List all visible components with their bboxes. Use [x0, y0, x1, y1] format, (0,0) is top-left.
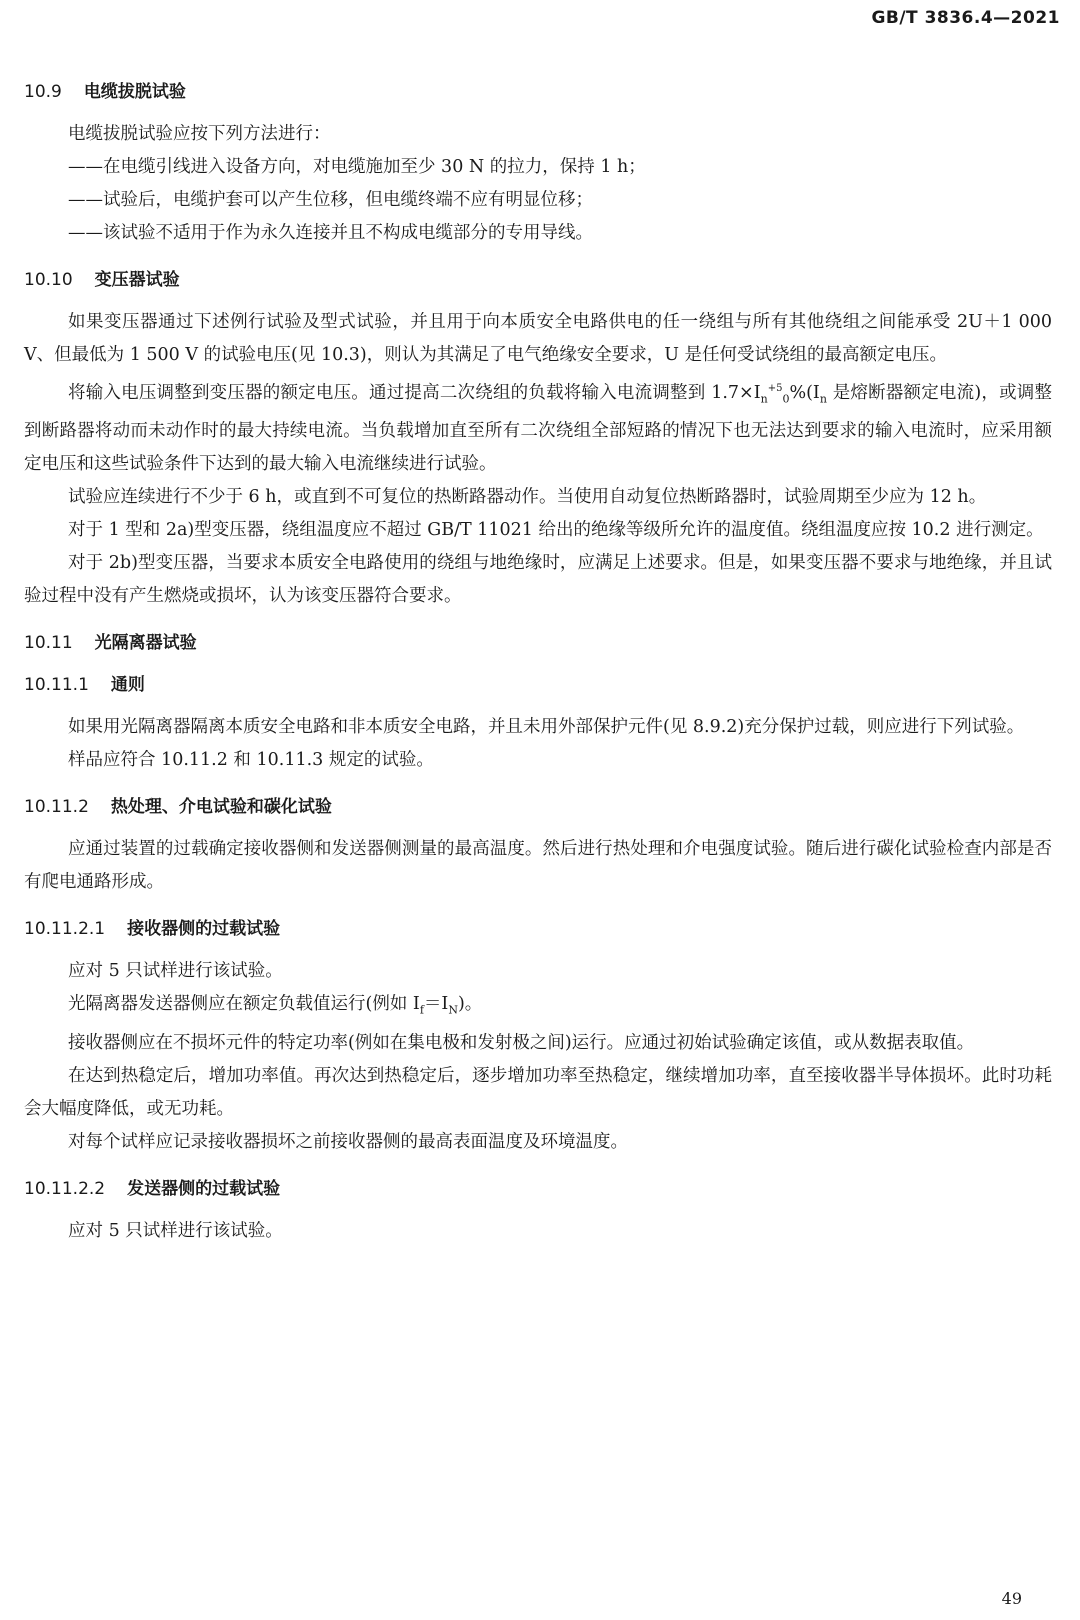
paragraph: 如果变压器通过下述例行试验及型式试验，并且用于向本质安全电路供电的任一绕组与所有其他绕组之间能承受 2U＋1 000 V、但最低为 1 500 V 的试验电压(见 10.3)，则认为其满足了电气绝缘安全要求，U 是任何受试绕组的最高额定电压。 [24, 312, 1052, 365]
paragraph: 如果用光隔离器隔离本质安全电路和非本质安全电路，并且未用外部保护元件(见 8.9.2)充分保护过载，则应进行下列试验。 [68, 717, 1025, 738]
paragraph: 应通过装置的过载确定接收器侧和发送器侧测量的最高温度。然后进行热处理和介电强度试验。随后进行碳化试验检查内部是否有爬电通路形成。 [24, 839, 1052, 893]
section-title: 电缆拔脱试验 [83, 82, 186, 102]
page-number: 49 [1001, 1589, 1022, 1608]
paragraph: 试验应连续进行不少于 6 h，或直到不可复位的热断路器动作。当使用自动复位热断路器时，试验周期至少应为 12 h。 [68, 487, 987, 508]
paragraph: 在达到热稳定后，增加功率值。再次达到热稳定后，逐步增加功率至热稳定，继续增加功率，直至接收器半导体损坏。此时功耗会大幅度降低，或无功耗。 [24, 1065, 1052, 1119]
section-10-11-2-2-heading [24, 1177, 1052, 1201]
section-number: 10.11.2.2 [24, 1178, 106, 1199]
list-item: ——在电缆引线进入设备方向，对电缆施加至少 30 N 的拉力，保持 1 h； [68, 157, 646, 177]
section-10-11-2-heading [24, 795, 1052, 819]
paragraph: 电缆拔脱试验应按下列方法进行： [68, 124, 331, 144]
paragraph: 对每个试样应记录接收器损坏之前接收器侧的最高表面温度及环境温度。 [68, 1131, 628, 1152]
section-number: 10.10 [24, 270, 73, 290]
section-10-9-heading [24, 80, 1052, 104]
section-10-11-heading [24, 631, 1052, 655]
paragraph: 接收器侧应在不损坏元件的特定功率(例如在集电极和发射极之间)运行。应通过初始试验确定该值，或从数据表取值。 [68, 1032, 975, 1053]
paragraph: 样品应符合 10.11.2 和 10.11.3 规定的试验。 [68, 750, 434, 771]
list-item: ——该试验不适用于作为永久连接并且不构成电缆部分的专用导线。 [68, 223, 593, 243]
section-10-11-2-1-heading [24, 917, 1052, 941]
section-10-11-1-heading [24, 673, 1052, 697]
section-title: 发送器侧的过载试验 [127, 1178, 281, 1199]
section-number: 10.11.2 [24, 797, 89, 818]
paragraph: 应对 5 只试样进行该试验。 [68, 961, 283, 982]
section-title: 通则 [110, 675, 145, 696]
list-item: ——试验后，电缆护套可以产生位移，但电缆终端不应有明显位移； [68, 190, 593, 210]
paragraph: 将输入电压调整到变压器的额定电压。通过提高二次绕组的负载将输入电流调整到 $1.7\times I_n^{+5}_0\%(I_n$ 是熔断器额定电流)，或调整到断路器将动而未动作时的最大持续电流。当负载增加直至所有二次绕组全部短路的情况下也无法达到要求的输入电流时，应采用额定电压和这些试验条件下达到的最大输入电流继续进行试验。 [24, 382, 1052, 475]
section-number: 10.11.2.1 [24, 919, 106, 940]
section-10-10-heading [24, 268, 1052, 292]
section-title: 热处理、介电试验和碳化试验 [110, 797, 332, 818]
section-number: 10.11 [24, 633, 73, 654]
section-title: 接收器侧的过载试验 [127, 919, 281, 940]
paragraph: 光隔离器发送器侧应在额定负载值运行(例如 $I_f=I_N$)。 [68, 994, 483, 1017]
paragraph: 对于 1 型和 2a)型变压器，绕组温度应不超过 GB/T 11021 给出的绝缘等级所允许的温度值。绕组温度应按 10.2 进行测定。 [68, 520, 1044, 541]
section-title: 变压器试验 [94, 270, 180, 290]
paragraph: 应对 5 只试样进行该试验。 [68, 1220, 283, 1241]
paragraph: 对于 2b)型变压器，当要求本质安全电路使用的绕组与地绝缘时，应满足上述要求。但是，如果变压器不要求与地绝缘，并且试验过程中没有产生燃烧或损坏，认为该变压器符合要求。 [24, 553, 1052, 607]
section-number: 10.11.1 [24, 675, 89, 696]
section-title: 光隔离器试验 [94, 633, 197, 654]
section-number: 10.9 [24, 82, 62, 102]
standard-code: GB/T 3836.4—2021 [871, 8, 1060, 28]
page-content [24, 80, 1052, 1248]
